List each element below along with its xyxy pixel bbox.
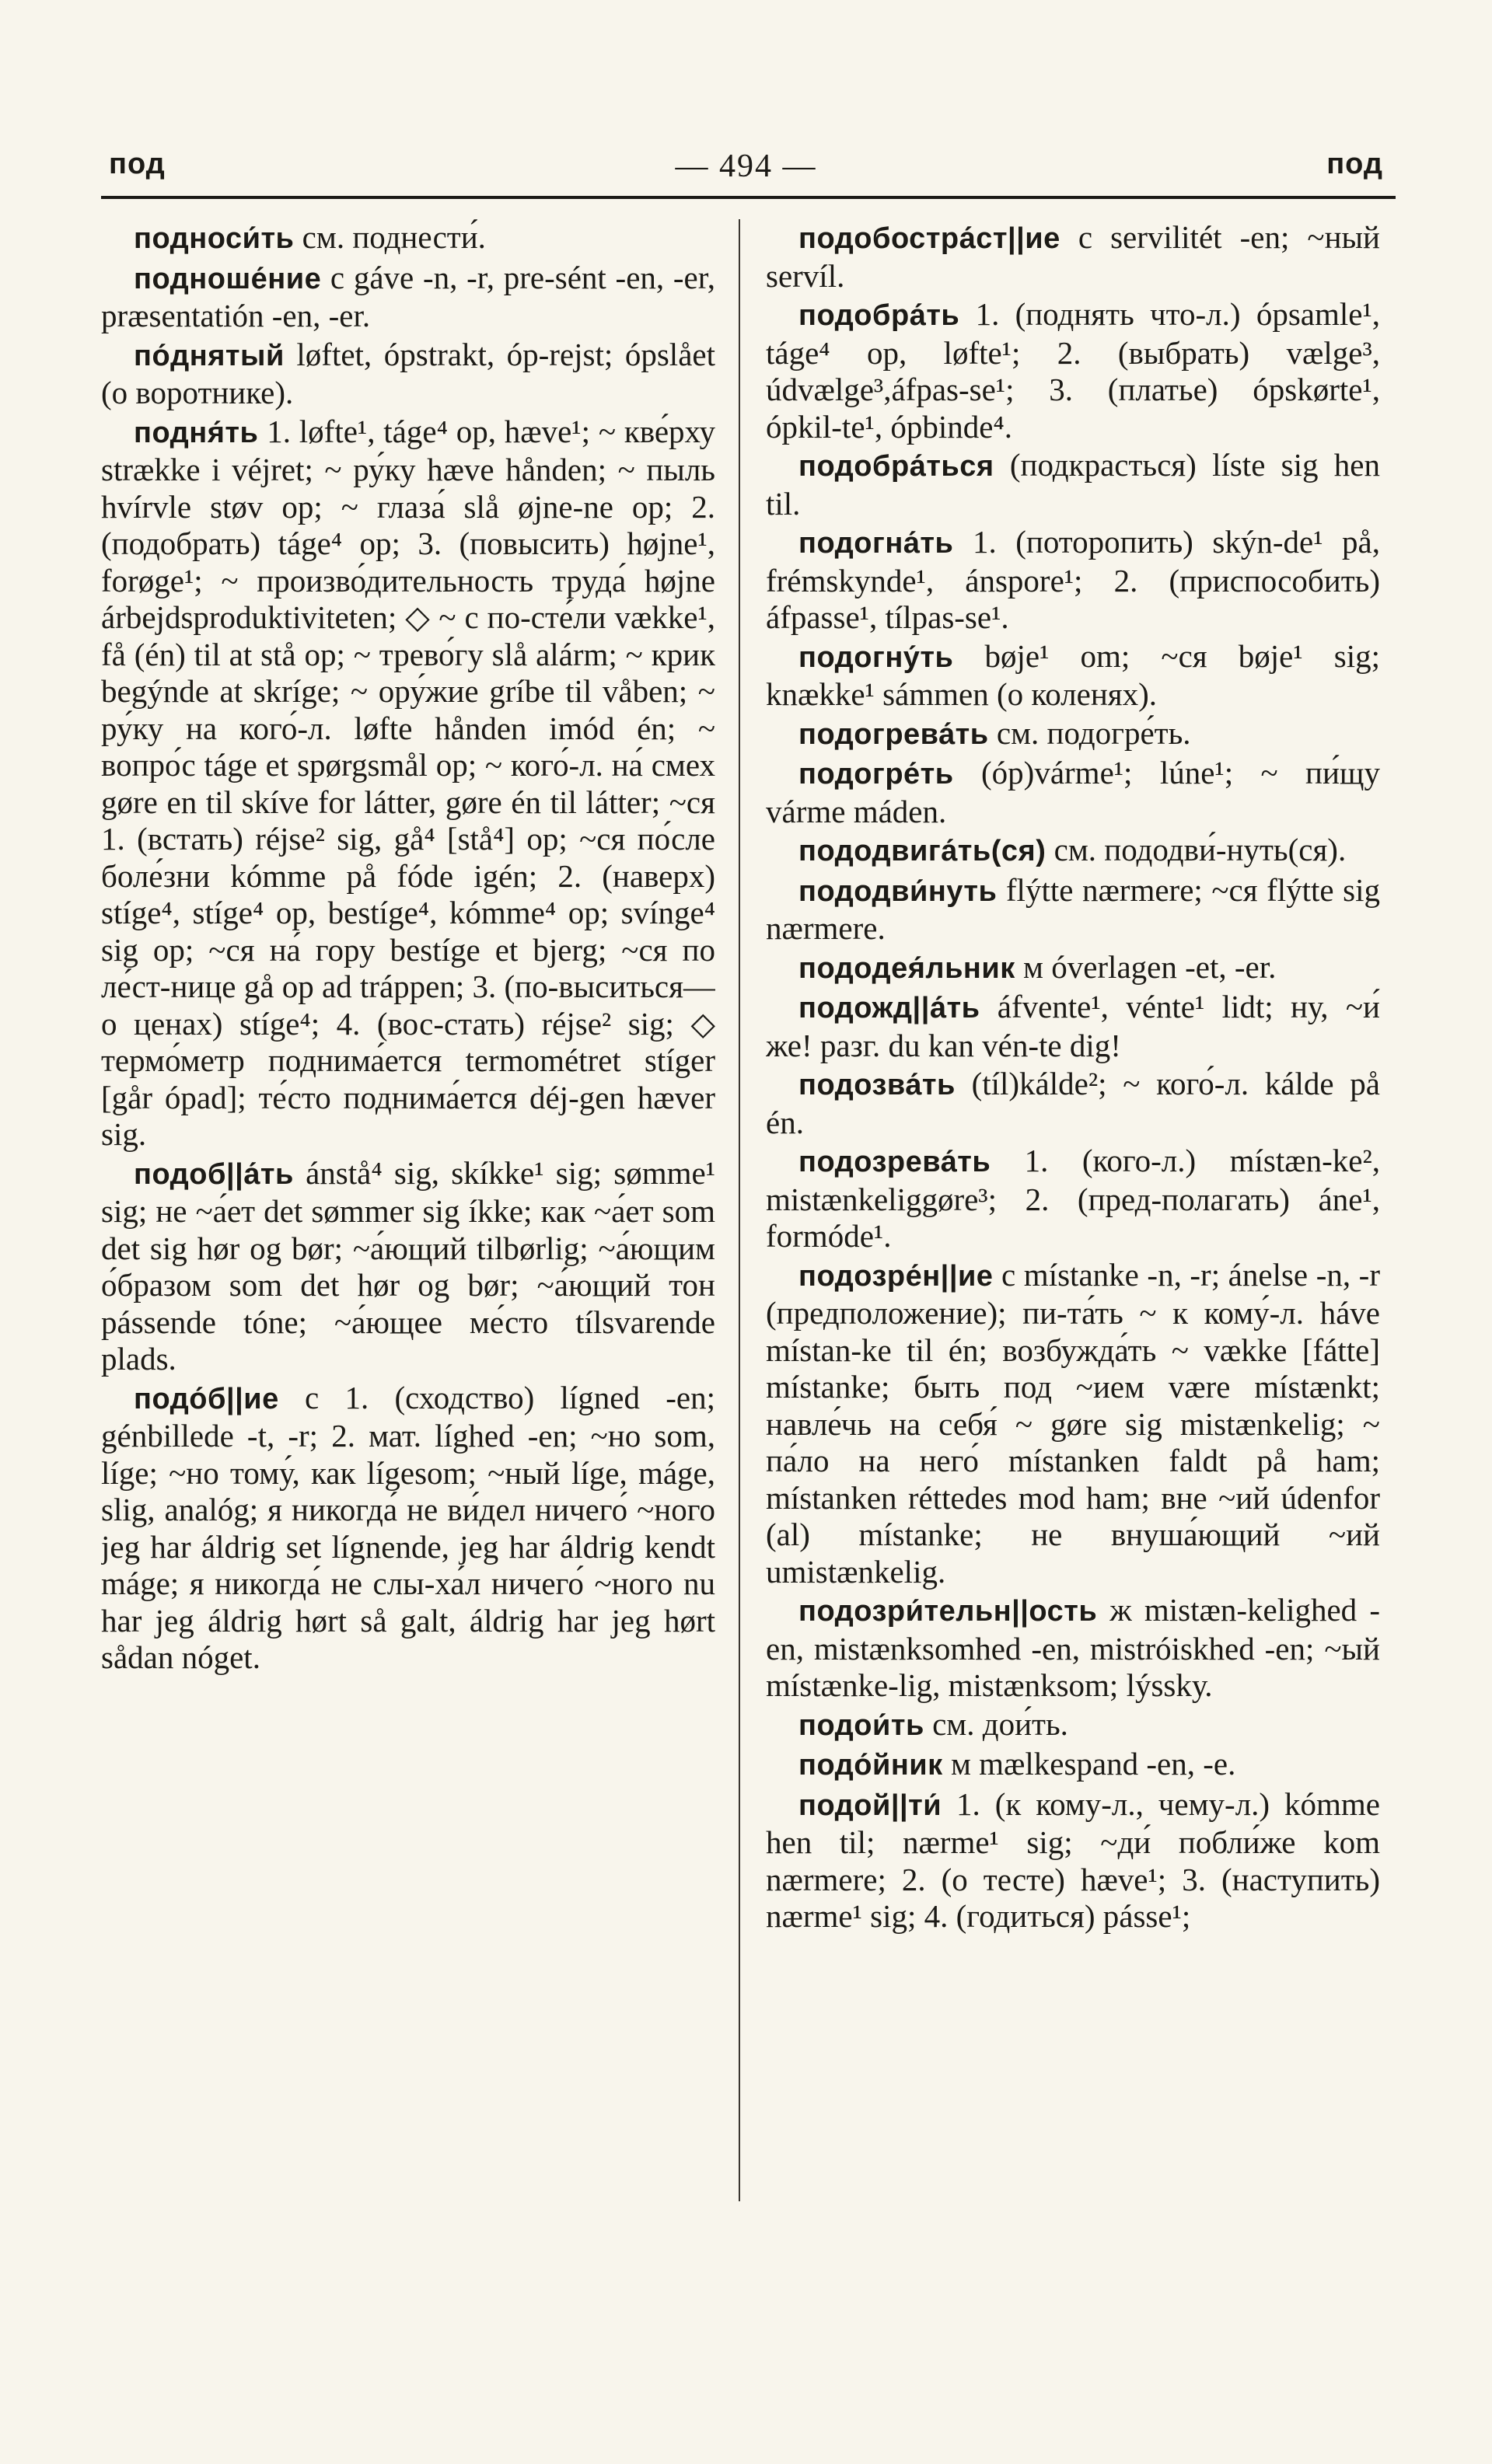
entry-headword: подогну́ть [798,640,954,674]
entry-definition: ánstå⁴ sig, skíkke¹ sig; sømme¹ sig; не ~а́ет det sømmer sig íkke; как ~а́ет som det sig hør og bør; ~а́ющий tilbørlig; ~а́ющим о́бразом som det hør og bør; ~а́ющий тон pássende tóne; ~а́ющее ме́сто tílsvarende plads. [101,1154,715,1377]
dictionary-entry [766,715,1380,754]
entry-definition: 1. (к кому-л., чему-л.) kómme hen til; nærme¹ sig; ~ди́ побли́же kom nærmere; 2. (о тесте) hæve¹; 3. (наступить) nærme¹ sig; 4. (годиться) pásse¹; [766,1785,1380,1934]
dictionary-entry [766,1786,1380,1935]
right-column [766,219,1380,2209]
entry-headword: подозрева́ть [798,1146,991,1178]
entry-headword: подобра́ться [798,450,994,483]
dictionary-entry [766,219,1380,295]
entry-definition: 1. (поднять что-л.) ópsamle¹, táge⁴ op, løfte¹; 2. (выбрать) vælge³, údvælge³,áfpas-se¹; 3. (платье) ópskørte¹, ópkil-te¹, ópbinde⁴. [766,296,1380,445]
entry-headword: пододви́нуть [798,874,998,908]
entry-definition: 1. løfte¹, táge⁴ op, hæve¹; ~ кве́рху strække i véjret; ~ ру́ку hæve hånden; ~ пыль hvírvle støv op; ~ глаза́ slå øjne-ne op; 2. (подобрать) táge⁴ op; 3. (повысить) højne¹, forøge¹; ~ произво́дительность труда́ højne árbejdsproduktiviteten; ◇ ~ с по-сте́ли vække¹, få (én) til at stå op; ~ трево́гу slå alárm; ~ крик begýnde at skríge; ~ ору́жие gríbe til våben; ~ ру́ку на кого́-л. løfte hånden imód én; ~ вопро́с táge et spørgsmål op; ~ кого́-л. на́ смех gøre en til skíve for látter, gøre én til látter; ~ся 1. (встать) réjse² sig, gå⁴ [stå⁴] op; ~ся по́сле боле́зни kómme på fóde igén; 2. (наверх) stíge⁴, stíge⁴ op, bestíge⁴, kómme⁴ op; svínge⁴ sig op; ~ся на́ гору bestíge et bjerg; ~ся по ле́ст-нице gå op ad tráppen; 3. (по-выситься—о ценах) stíge⁴; 4. (вос-стать) réjse² sig; ◇ термо́метр поднима́ется termométret stíger [går ópad]; те́сто поднима́ется déj-gen hæver sig. [101,413,715,1152]
entry-headword: подои́ть [798,1708,924,1742]
dictionary-entry [101,1155,715,1378]
dictionary-entry [766,447,1380,522]
left-column [101,219,715,2209]
entry-headword: подогрева́ть [798,717,989,751]
dictionary-entry [766,1066,1380,1141]
dictionary-entry [101,260,715,335]
dictionary-entry [766,296,1380,445]
entry-definition: (tíl)kálde²; ~ кого́-л. kálde på én. [766,1066,1380,1140]
column-divider [739,219,740,2201]
entry-definition: løftet, ópstrakt, óp-rejst; ópslået (о воротнике). [101,336,715,410]
dictionary-entry [766,1592,1380,1705]
entry-definition: (подкрасться) líste sig hen til. [766,447,1380,522]
header-left-guideword: под [109,148,166,180]
dictionary-entry [766,1143,1380,1255]
dictionary-entry [101,414,715,1153]
entry-definition: см. подогре́ть. [988,714,1191,751]
entry-headword: подо́б||ие [134,1382,279,1415]
entry-headword: подобра́ть [798,299,960,332]
header-rule [101,196,1396,199]
dictionary-entry [766,872,1380,948]
entry-definition: ж mistæn-kelighed -en, mistænksomhed -en, mistróiskhed -en; ~ый místænke-lig, mistænksom; lýsskу. [766,1592,1380,1703]
entry-definition: см. дои́ть. [924,1705,1068,1742]
entry-definition: 1. (кого-л.) místæn-ke², mistænkeliggøre³; 2. (пред-полагать) áne¹, formóde¹. [766,1143,1380,1254]
header-right-guideword: под [1326,148,1383,180]
entry-headword: подозва́ть [798,1069,956,1101]
entry-definition: 1. (поторопить) skýn-de¹ på, frémskynde¹, ánspore¹; 2. (приспособить) áfpasse¹, tílpas-se¹. [766,524,1380,635]
entry-definition: flýtte nærmere; ~ся flýtte sig nærmere. [766,871,1380,946]
dictionary-entry [766,989,1380,1064]
dictionary-entry [766,755,1380,830]
entry-headword: по́днятый [134,339,285,372]
entry-headword: подобостра́ст||ие [798,222,1060,255]
running-header [0,148,1492,194]
dictionary-entry [766,524,1380,637]
dictionary-entry [766,949,1380,988]
entry-definition: áfvente¹, vénte¹ lidt; ну, ~и́ же! разг. du kan vén-te dig! [766,989,1380,1063]
dictionary-entry [101,1380,715,1677]
entry-definition: см. пододви́-нуть(ся). [1046,832,1347,867]
entry-definition: (óp)várme¹; lúne¹; ~ пи́щу várme máden. [766,755,1380,829]
entry-headword: подноси́ть [134,222,295,255]
entry-definition: м óverlagen -et, -er. [1015,948,1277,985]
dictionary-entry [766,638,1380,714]
entry-definition: с 1. (сходство) lígned -en; génbillede -t, -r; 2. мат. líghed -en; ~но som, líge; ~но тому́, как lígesom; ~ный líge, máge, slig, analóg; я никогда́ не ви́дел ничего́ ~ного jeg har áldrig set lígnende, jeg har áldrig kendt máge; я никогда́ не слы-ха́л ничего́ ~ного nu har jeg áldrig hørt så galt, áldrig har jeg hørt sådan nóget. [101,1379,715,1675]
entry-headword: подня́ть [134,416,259,449]
entry-definition: bøje¹ om; ~ся bøje¹ sig; knække¹ sámmen (о коленях). [766,637,1380,712]
entry-headword: подожд||а́ть [798,992,980,1024]
dictionary-entry [766,832,1380,871]
dictionary-entry [766,1706,1380,1745]
entry-headword: пододея́льник [798,951,1015,985]
entry-definition: с servilitét -en; ~ный servíl. [766,219,1380,294]
entry-headword: подогре́ть [798,758,954,791]
entry-headword: подой||ти́ [798,1789,942,1822]
entry-definition: м mælkespand -en, -e. [942,1746,1236,1782]
entry-headword: подо́йник [798,1749,943,1782]
entry-definition: см. поднести́. [294,219,486,255]
entry-definition: с gáve -n, -r, pre-sént -en, -er, præsentatión -en, -er. [101,259,715,333]
entry-headword: подноше́ние [134,262,322,295]
dictionary-entry [101,337,715,412]
page-number: — 494 — [675,148,817,184]
entry-headword: подогна́ть [798,527,954,560]
dictionary-entry [766,1746,1380,1785]
entry-definition: с místanke -n, -r; ánelse -n, -r (предположение); пи-та́ть ~ к кому́-л. háve místan-ke til én; возбужда́ть ~ vække [fátte] místanke; быть под ~ием være místænkt; навле́чь на себя́ ~ gøre sig mistænkelig; ~ па́ло на него́ místanken faldt på ham; místanken réttedes mod ham; вне ~ий údenfor (al) místanke; не внуша́ющий ~ий umistænkelig. [766,1256,1380,1590]
entry-headword: подозре́н||ие [798,1259,994,1293]
entry-headword: подозри́тельн||ость [798,1595,1098,1628]
entry-headword: подоб||а́ть [134,1157,294,1191]
entry-headword: пододвига́ть(ся) [798,835,1046,867]
dictionary-entry [766,1257,1380,1591]
dictionary-entry [101,219,715,258]
